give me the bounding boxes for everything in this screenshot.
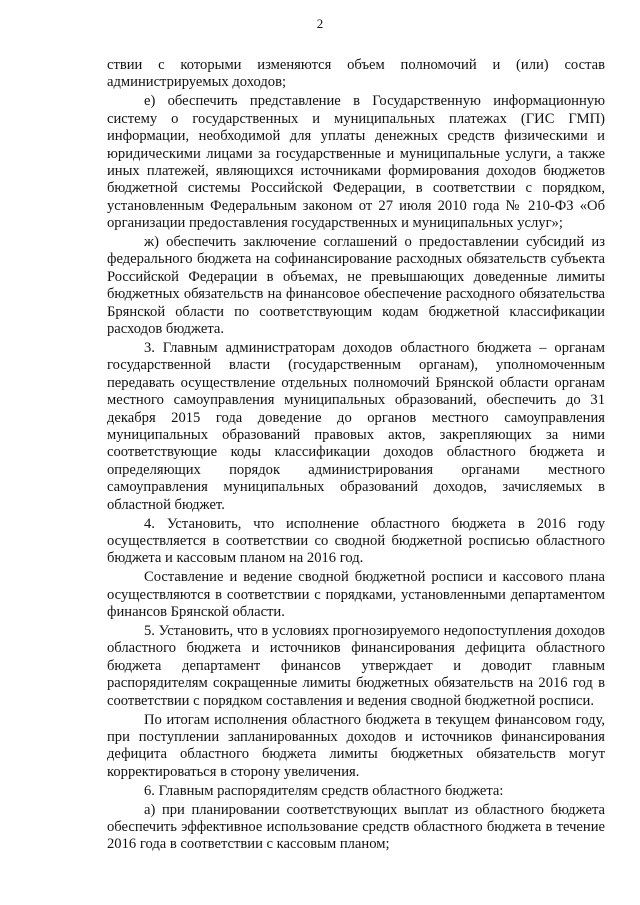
paragraph: а) при планировании соответствующих выплат из областного бюджета обеспечить эффективное использование средств областного бюджета в течение 2016 года в соответствии с кассовым планом; xyxy=(107,801,605,853)
paragraph: 3. Главным администраторам доходов областного бюджета – органам государственной власти (государственным органам), уполномоченным передавать осуществление отдельных полномочий Брянской области органам местного самоуправления муниципальных образований, обеспечить до 31 декабря 2015 года доведение до органов местного самоуправления муниципальных образований правовых актов, закрепляющих за ними соответствующие коды классификации доходов областного бюджета и определяющих порядок администрирования органами местного самоуправления муниципальных образований доходов, зачисляемых в областной бюджет. xyxy=(107,340,605,513)
page-number: 2 xyxy=(316,16,324,31)
paragraph: ж) обеспечить заключение соглашений о предоставлении субсидий из федерального бюджета на софинансирование расходных обязательств субъекта Российской Федерации в объемах, не превышающих доведенные лимиты бюджетных обязательств на финансовое обеспечение расходного обязательства Брянской области по соответствующим кодам бюджетной классификации расходов бюджета. xyxy=(107,234,605,338)
paragraph: По итогам исполнения областного бюджета в текущем финансовом году, при поступлении запланированных доходов и источников финансирования дефицита областного бюджета лимиты бюджетных обязательств могут корректироваться в сторону увеличения. xyxy=(107,711,605,780)
paragraph: 4. Установить, что исполнение областного бюджета в 2016 году осуществляется в соответствии со сводной бюджетной росписью областного бюджета и кассовым планом на 2016 год. xyxy=(107,515,605,567)
paragraph: е) обеспечить представление в Государственную информационную систему о государственных и муниципальных платежах (ГИС ГМП) информации, необходимой для уплаты денежных средств физическими и юридическими лицами за государственные и муниципальные услуги, а также иных платежей, являющихся источниками формирования доходов бюджетов бюджетной системы Российской Федерации, в соответствии с порядком, установленным Федеральным законом от 27 июля 2010 года № 210-ФЗ «Об организации предоставления государственных и муниципальных услуг»; xyxy=(107,93,605,232)
paragraph: 6. Главным распорядителям средств областного бюджета: xyxy=(144,782,504,799)
paragraph: 5. Установить, что в условиях прогнозируемого недопоступления доходов областного бюджета и источников финансирования дефицита областного бюджета департамент финансов утверждает и доводит главным распорядителям сокращенные лимиты бюджетных обязательств на 2016 год в соответствии с порядком составления и ведения сводной бюджетной росписи. xyxy=(107,623,605,709)
paragraph: Составление и ведение сводной бюджетной росписи и кассового плана осуществляются в соответствии с порядками, установленными департаментом финансов Брянской области. xyxy=(107,569,605,621)
paragraph: ствии с которыми изменяются объем полномочий и (или) состав администрируемых доходов; xyxy=(107,57,605,91)
document-body xyxy=(107,57,605,855)
